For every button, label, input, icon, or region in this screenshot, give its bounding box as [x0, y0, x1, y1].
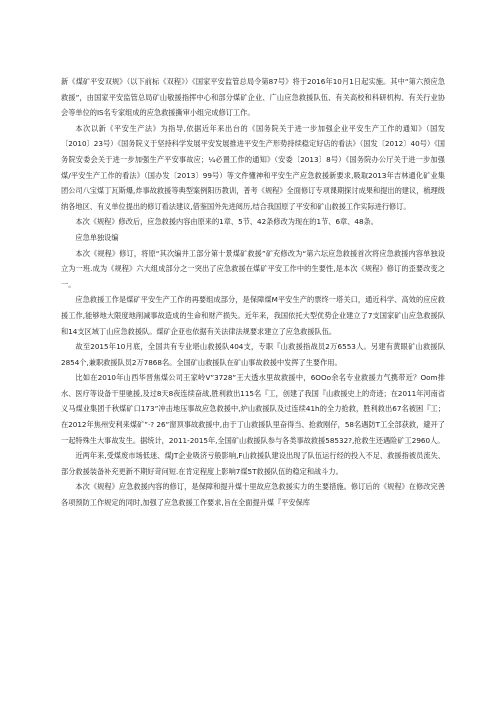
paragraph-basis: 本次以新《平安生产法》为指导,依据近年来出台的《国务院关于进一步加强企业平安生产工作的通知》（国发〔2010〕23号）《国务院义于坚持科学发展平安发展推进平安生产形势持续稳定好店的看法》（国发〔2012〕40号）《国务院安委会关于进一步加强生产平安事故应；¼必置工作的通知》（安委〔2013〕8号）《国务院办公厅关于进一步加强煤/平安生产工作的看法》（国办发〔2013〕99号）等文件懂神和平安生产应急救援新要求,吸取2013年吉林通化矿业集团公司八宝煤丁瓦斯爆,炸事故救援等典型案例阳历教训，普考《规程》全面修订专项课期探讨成果和提出的建议，梳理级纳各地区、有义单位提出的修订看法建议,借鉴国外先进阅历,结合我国原了平安和矿山救援工作实际进行修订。: [61, 123, 445, 211]
paragraph-structure-change: 本次《规程》修改后，应急救援内容由原来的1章、5节、42条修改为现在的1节、6章、48条。: [75, 217, 378, 227]
paragraph-revision-purpose: 本次《规程》应急救援内容的修订，是保障和提升煤十里故应急救援实力的生要措施。修订后的《规程》在修改完善各项预防工作规定的同时,加强了应急救援工作要求,旨在全面提升煤『平安保库: [61, 482, 445, 508]
paragraph-recent-challenges: 近两年来,受煤废市场低迷、煤JT企业吸济亏般影响,F山救援队建设出现了队伍运行经的投入不足、救援指被员流失、部分救援装备补充更新不期好苛问短.在肯定程度上影响7煤5T救援队伍的稳定和战斗力。: [61, 451, 445, 476]
paragraph-rescue-cases: 比如在2010年山西华晋焦煤公司王家岭V”3728”王大透水里故救援中，6OOo余名专业救援力气携带近？Oom排水、医疗等设备干里驰援,及过8天8夜连续奋战,胜利救出115名『工，创建了我国『山救援史上的奇迹；在2011年河南省义马煤业集团千秋煤矿口173”冲击地压事故应急救援中,炉山救援队及过连续41h的全力抢救，胜利救出67名被困『工；在2012年焦州安利来煤矿”·? 26”窗顶事故救援中,由于丁山救援队里奋得当、抢救刚仔，58名遇防T工全部获救，避开了一起特殊生大事故发生。据统计，2011-2015年,全国矿山救援队参与各类事故救援58532?,抢救生还遇险矿工2960人。: [61, 373, 445, 445]
paragraph-rescue-statistics: 故至2015年10月底，全国共有专业堪山救援队404支，专职『山救援指战员2万6553人。另建有黄眼矿山救援队2854个,兼职救援队员2万7868名。全国矿山救援队在矿山事故救援中发挥了生要作用。: [61, 342, 445, 367]
section-heading: 应急单独设编: [75, 232, 119, 242]
document-body: [61, 74, 445, 511]
paragraph-intro: 新《煤矿平安双规》（以下前标《双程》）《国家平安监管总局令第87号》将于2016年10月1日起实施。其中“第六预应急救援”，由国家平安监管总局矿山敬援指挥中心和部分煤矿企业、广山应急救援队伍、有关高校和科研机构、有关行业协会等单位的IS名专家组成的应急救援撕审小组完成修订工作。: [61, 77, 445, 118]
paragraph-rescue-importance: 应急救援工作是煤矿平安生产工作的再要组成部分，是保障煤M平安生产的票终一塔关口，通近科学、高效的应应救援工作,能够地大限度地削减事故造成的生命和财产损失。近年来，我国依托大型优势企业建立了7支国家矿山应急救援队和14支区域丁山应急救援队。煤矿企亚也依据有关法律法规要求建立了应急救援队伍。: [61, 295, 445, 336]
paragraph-separate-chapter: 本次《规程》修订，将原“其次编井工部分第十景煤矿救援”矿充修改为“第六坛应急救援首次将应急救援内容单独设立为一班.成为《规程》六大组成部分之一突出了应急救援在煤矿平安工作中的生要性,是本次《规程》修订的歪要改变之一。: [61, 248, 445, 289]
